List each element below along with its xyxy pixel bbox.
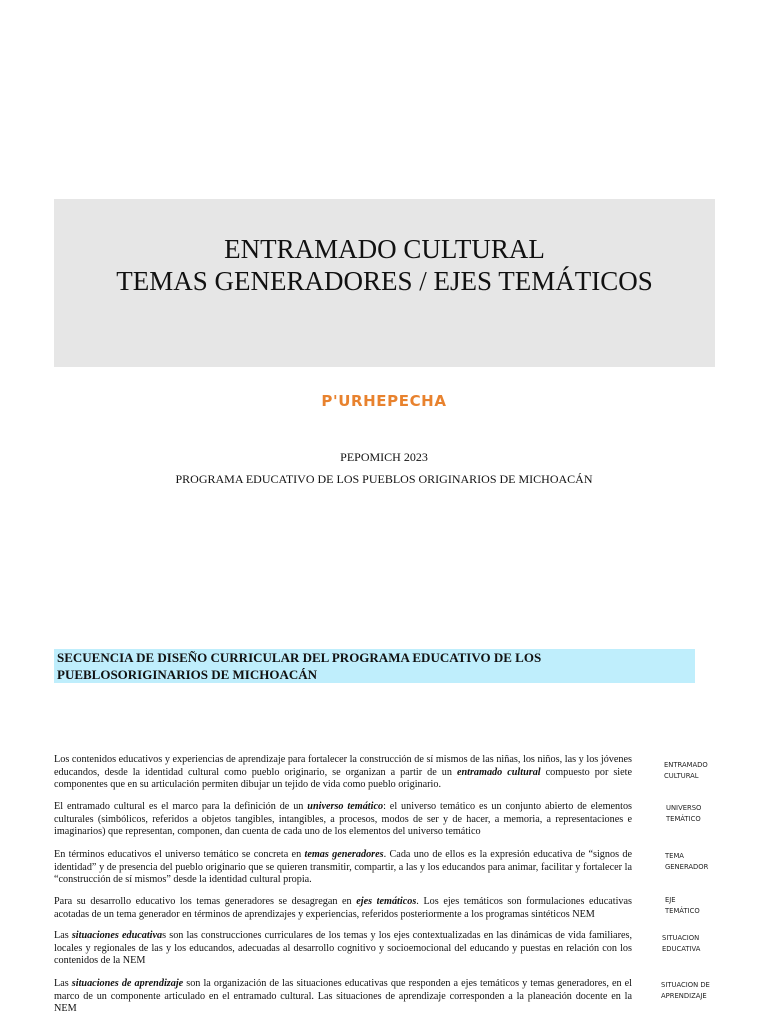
side-label-eje-tematico <box>665 895 700 917</box>
title-line-1: ENTRAMADO CULTURAL <box>224 234 545 264</box>
paragraph-text: : el universo temático es un conjunto abierto de elementos culturales (simbólicos, referidos a objetos tangibles, intangibles, a procesos, modos de ser y de hacer, a memoria, a representaciones e imaginarios) que representan, componen, dan cuenta de cada uno de los elementos del universo temático <box>54 801 633 837</box>
side-label-situacion-aprendizaje <box>661 980 710 1002</box>
subtitle: P'URHEPECHA <box>321 392 447 410</box>
paragraph-text: Las <box>54 978 72 989</box>
side-label-line: TEMA <box>665 852 684 860</box>
paragraph-text: . Los ejes temáticos son formulaciones educativas acotadas de un tema generador en términos de aprendizajes y experiencias, referidos posteriormente a los programas sintéticos NEM <box>54 896 632 920</box>
meta-program: PROGRAMA EDUCATIVO DE LOS PUEBLOS ORIGINARIOS DE MICHOACÁN <box>175 472 593 486</box>
side-label-line: EDUCATIVA <box>662 945 701 953</box>
paragraph-eje-tematico <box>54 896 632 921</box>
side-label-entramado-cultural <box>664 760 708 782</box>
paragraph-term: ejes temáticos <box>356 896 417 907</box>
paragraph-entramado-cultural <box>54 754 632 792</box>
side-label-line: CULTURAL <box>664 772 699 780</box>
side-label-situacion-educativa <box>662 933 700 955</box>
paragraph-term: situaciones educativa <box>71 930 163 941</box>
paragraph-text: El entramado cultural es el marco para la definición de un <box>54 801 308 812</box>
paragraph-term: temas generadores <box>304 849 384 860</box>
paragraph-text: son la organización de las situaciones educativas que responden a ejes temáticos y temas generadores, en el marco de un componente articulado en el entramado cultural. Las situaciones de aprendizaje corresponden a la planeación docente en la NEM <box>54 978 632 1014</box>
side-label-line: GENERADOR <box>665 863 709 871</box>
paragraph-term: situaciones de aprendizaje <box>71 978 184 989</box>
side-label-line: APRENDIZAJE <box>661 992 707 1000</box>
paragraph-text: . Cada uno de ellos es la expresión educativa de “signos de identidad” y de presencia del pueblo originario que se quieren transmitir, compartir, a las y los educandos para animar, facilitar y fortalecer la “construcción de sí mismos” desde la identidad cultural propia. <box>54 849 632 885</box>
paragraph-text: En términos educativos el universo temático se concreta en <box>54 849 305 860</box>
paragraph-tema-generador <box>54 849 632 887</box>
paragraph-text: Los contenidos educativos y experiencias de aprendizaje para fortalecer la construcción de sí mismos de las niñas, los niños, las y los jóvenes educandos, desde la identidad cultural como pueblo originario, se organizan a partir de un <box>54 754 632 778</box>
paragraph-text: compuesto por siete componentes que en su articulación permiten dibujar un tejido de vida como pueblo originario. <box>54 766 633 790</box>
title-box <box>54 199 715 367</box>
title-line-2: TEMAS GENERADORES / EJES TEMÁTICOS <box>116 266 653 296</box>
paragraph-situacion-aprendizaje <box>54 978 632 1016</box>
meta-year: PEPOMICH 2023 <box>340 450 428 464</box>
paragraph-text: Para su desarrollo educativo los temas generadores se desagregan en <box>54 896 357 907</box>
paragraph-universo-tematico <box>54 801 632 839</box>
side-label-line: EJE <box>665 896 676 904</box>
side-label-line: TEMÁTICO <box>666 815 701 823</box>
side-label-line: UNIVERSO <box>666 804 702 812</box>
side-label-line: TEMÁTICO <box>665 907 700 915</box>
paragraph-situacion-educativa <box>54 930 632 968</box>
paragraph-text: Las <box>54 930 72 941</box>
paragraph-term: entramado cultural <box>456 766 541 778</box>
side-label-universo-tematico <box>666 803 701 825</box>
side-label-tema-generador <box>665 851 708 873</box>
section-banner: SECUENCIA DE DISEÑO CURRICULAR DEL PROGRAMA EDUCATIVO DE LOS PUEBLOSORIGINARIOS DE MICHOACÁN <box>54 649 695 683</box>
side-label-line: SITUACION <box>662 934 700 942</box>
paragraph-text: s son las construcciones curriculares de los temas y los ejes contextualizadas en las dinámicas de vida familiares, locales y regionales de las y los educandos, adecuadas al desarrollo cognitivo y socioemocional del educando y puestas en relación con los contenidos de la NEM <box>54 930 632 966</box>
paragraph-term: universo temático <box>307 801 384 812</box>
side-label-line: SITUACION DE <box>661 981 710 989</box>
side-label-line: ENTRAMADO <box>664 761 708 769</box>
